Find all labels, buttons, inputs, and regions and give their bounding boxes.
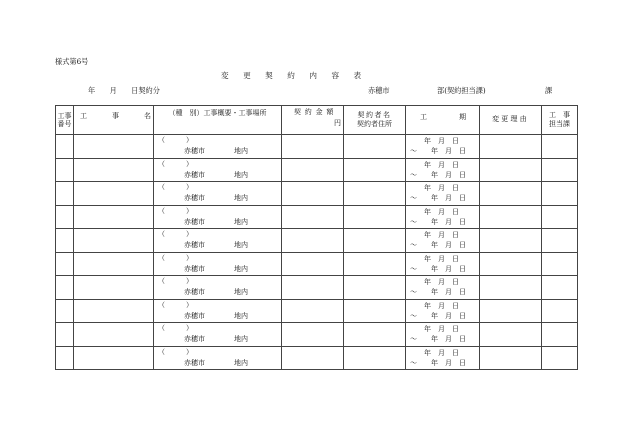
period-start: 年 月 日 xyxy=(424,301,459,310)
location-city: 赤穂市 xyxy=(184,288,205,296)
cell-period[interactable] xyxy=(406,158,480,182)
cell-name[interactable] xyxy=(74,158,154,182)
col-header-period-char1: 工 xyxy=(420,113,427,121)
period-start: 年 月 日 xyxy=(424,160,459,169)
cell-contractor[interactable] xyxy=(344,323,406,347)
cell-kind-location[interactable] xyxy=(154,182,282,206)
period-end: ～ 年 月 日 xyxy=(410,170,466,179)
cell-number[interactable] xyxy=(56,182,74,206)
form-number: 様式第6号 xyxy=(55,57,89,66)
col-header-staff-line1: 工 事 xyxy=(549,110,570,119)
period-start: 年 月 日 xyxy=(424,184,459,192)
location-city: 赤穂市 xyxy=(184,264,205,273)
kind-paren: （ ） xyxy=(158,136,193,144)
table-row xyxy=(56,229,578,253)
cell-kind-location[interactable] xyxy=(154,205,282,229)
cell-number[interactable] xyxy=(56,276,74,300)
cell-contractor[interactable] xyxy=(344,299,406,323)
period-end: ～ 年 月 日 xyxy=(410,264,466,273)
col-header-period xyxy=(406,106,480,135)
cell-amount[interactable] xyxy=(282,252,344,276)
table-row xyxy=(56,346,578,370)
table-row xyxy=(56,299,578,323)
cell-kind-location[interactable] xyxy=(154,276,282,300)
period-start: 年 月 日 xyxy=(424,278,459,286)
col-header-name xyxy=(74,106,154,135)
col-header-contractor-address: 契約者住所 xyxy=(357,120,392,128)
cell-name[interactable] xyxy=(74,135,154,159)
cell-amount[interactable] xyxy=(282,299,344,323)
cell-contractor[interactable] xyxy=(344,135,406,159)
kind-paren: （ ） xyxy=(158,300,193,309)
cell-name[interactable] xyxy=(74,205,154,229)
cell-amount[interactable] xyxy=(282,229,344,253)
cell-period[interactable] xyxy=(406,229,480,253)
kind-paren: （ ） xyxy=(158,183,193,191)
col-header-contractor xyxy=(344,106,406,135)
location-area: 地内 xyxy=(234,358,248,367)
cell-name[interactable] xyxy=(74,252,154,276)
location-area: 地内 xyxy=(234,264,248,273)
cell-staff[interactable] xyxy=(542,182,578,206)
cell-number[interactable] xyxy=(56,158,74,182)
location-area: 地内 xyxy=(234,194,248,202)
cell-kind-location[interactable] xyxy=(154,252,282,276)
period-start: 年 月 日 xyxy=(424,325,459,333)
kind-paren: （ ） xyxy=(158,277,193,285)
location-area: 地内 xyxy=(234,217,248,226)
cell-contractor[interactable] xyxy=(344,346,406,370)
kind-paren: （ ） xyxy=(158,159,193,168)
cell-kind-location[interactable] xyxy=(154,135,282,159)
section-label: 課 xyxy=(545,86,553,95)
cell-reason[interactable] xyxy=(480,205,542,229)
cell-period[interactable] xyxy=(406,205,480,229)
col-header-name-char1: 工 xyxy=(80,112,87,120)
cell-contractor[interactable] xyxy=(344,182,406,206)
cell-reason[interactable] xyxy=(480,135,542,159)
cell-name[interactable] xyxy=(74,323,154,347)
cell-period[interactable] xyxy=(406,182,480,206)
period-end: ～ 年 月 日 xyxy=(410,147,466,155)
location-city: 赤穂市 xyxy=(184,358,205,367)
department-label: 部(契約担当課) xyxy=(437,86,486,95)
cell-staff[interactable] xyxy=(542,135,578,159)
change-contract-table xyxy=(55,105,578,370)
cell-amount[interactable] xyxy=(282,346,344,370)
kind-paren: （ ） xyxy=(158,253,193,262)
location-city: 赤穂市 xyxy=(184,241,205,249)
cell-reason[interactable] xyxy=(480,252,542,276)
table-row xyxy=(56,182,578,206)
location-area: 地内 xyxy=(234,335,248,343)
period-start: 年 月 日 xyxy=(424,231,459,239)
cell-contractor[interactable] xyxy=(344,229,406,253)
cell-amount[interactable] xyxy=(282,182,344,206)
col-header-name-char3: 名 xyxy=(144,112,151,120)
cell-period[interactable] xyxy=(406,135,480,159)
cell-name[interactable] xyxy=(74,229,154,253)
cell-period[interactable] xyxy=(406,346,480,370)
cell-name[interactable] xyxy=(74,299,154,323)
cell-staff[interactable] xyxy=(542,252,578,276)
cell-contractor[interactable] xyxy=(344,276,406,300)
col-header-number-line2: 番号 xyxy=(57,120,72,128)
cell-contractor[interactable] xyxy=(344,158,406,182)
cell-reason[interactable] xyxy=(480,346,542,370)
cell-reason[interactable] xyxy=(480,323,542,347)
col-header-number-line1: 工事 xyxy=(57,111,72,120)
table-row xyxy=(56,323,578,347)
cell-period[interactable] xyxy=(406,323,480,347)
period-end: ～ 年 月 日 xyxy=(410,288,466,296)
col-header-staff xyxy=(542,106,578,135)
cell-amount[interactable] xyxy=(282,323,344,347)
cell-kind-location[interactable] xyxy=(154,229,282,253)
cell-staff[interactable] xyxy=(542,158,578,182)
cell-name[interactable] xyxy=(74,182,154,206)
location-area: 地内 xyxy=(234,288,248,296)
table-row xyxy=(56,135,578,159)
cell-kind-location[interactable] xyxy=(154,158,282,182)
cell-staff[interactable] xyxy=(542,346,578,370)
location-area: 地内 xyxy=(234,311,248,320)
document-title: 変更契約内容表 xyxy=(221,71,376,80)
kind-paren: （ ） xyxy=(158,206,193,215)
cell-reason[interactable] xyxy=(480,299,542,323)
cell-kind-location[interactable] xyxy=(154,346,282,370)
kind-paren: （ ） xyxy=(158,347,193,356)
location-city: 赤穂市 xyxy=(184,147,205,155)
cell-staff[interactable] xyxy=(542,323,578,347)
cell-number[interactable] xyxy=(56,299,74,323)
cell-number[interactable] xyxy=(56,135,74,159)
col-header-period-char2: 期 xyxy=(459,113,466,121)
location-city: 赤穂市 xyxy=(184,194,205,202)
table-row xyxy=(56,276,578,300)
cell-number[interactable] xyxy=(56,205,74,229)
col-header-amount-label: 契約金額 xyxy=(294,108,338,116)
table-row xyxy=(56,252,578,276)
cell-contractor[interactable] xyxy=(344,205,406,229)
cell-reason[interactable] xyxy=(480,229,542,253)
table-header-row xyxy=(56,106,578,135)
location-area: 地内 xyxy=(234,241,248,249)
col-header-amount xyxy=(282,106,344,135)
cell-name[interactable] xyxy=(74,346,154,370)
cell-kind-location[interactable] xyxy=(154,299,282,323)
cell-reason[interactable] xyxy=(480,158,542,182)
period-end: ～ 年 月 日 xyxy=(410,311,466,320)
cell-number[interactable] xyxy=(56,252,74,276)
location-city: 赤穂市 xyxy=(184,170,205,179)
cell-kind-location[interactable] xyxy=(154,323,282,347)
cell-number[interactable] xyxy=(56,346,74,370)
table-row xyxy=(56,205,578,229)
cell-staff[interactable] xyxy=(542,205,578,229)
period-end: ～ 年 月 日 xyxy=(410,358,466,367)
kind-paren: （ ） xyxy=(158,324,193,332)
period-end: ～ 年 月 日 xyxy=(410,335,466,343)
cell-reason[interactable] xyxy=(480,276,542,300)
cell-amount[interactable] xyxy=(282,135,344,159)
col-header-amount-unit: 円 xyxy=(334,119,341,127)
cell-number[interactable] xyxy=(56,229,74,253)
table-row xyxy=(56,158,578,182)
cell-amount[interactable] xyxy=(282,276,344,300)
location-area: 地内 xyxy=(234,147,248,155)
col-header-staff-line2: 担当課 xyxy=(549,120,570,128)
col-header-kind-location: （種 別）工事概要・工事場所 xyxy=(154,106,282,135)
location-city: 赤穂市 xyxy=(184,311,205,320)
contract-date-label: 年 月 日契約分 xyxy=(88,86,160,95)
cell-contractor[interactable] xyxy=(344,252,406,276)
location-area: 地内 xyxy=(234,170,248,179)
cell-name[interactable] xyxy=(74,276,154,300)
col-header-number xyxy=(56,106,74,135)
cell-period[interactable] xyxy=(406,276,480,300)
period-start: 年 月 日 xyxy=(424,348,459,357)
col-header-contractor-name: 契約者名 xyxy=(357,110,392,119)
period-end: ～ 年 月 日 xyxy=(410,217,466,226)
period-start: 年 月 日 xyxy=(424,254,459,263)
period-end: ～ 年 月 日 xyxy=(410,241,466,249)
cell-staff[interactable] xyxy=(542,229,578,253)
cell-amount[interactable] xyxy=(282,158,344,182)
period-start: 年 月 日 xyxy=(424,207,459,216)
location-city: 赤穂市 xyxy=(184,335,205,343)
kind-paren: （ ） xyxy=(158,230,193,238)
cell-amount[interactable] xyxy=(282,205,344,229)
cell-period[interactable] xyxy=(406,299,480,323)
location-city: 赤穂市 xyxy=(184,217,205,226)
period-start: 年 月 日 xyxy=(424,137,459,145)
cell-staff[interactable] xyxy=(542,276,578,300)
city-name: 赤穂市 xyxy=(368,86,390,95)
cell-period[interactable] xyxy=(406,252,480,276)
cell-staff[interactable] xyxy=(542,299,578,323)
period-end: ～ 年 月 日 xyxy=(410,194,466,202)
cell-reason[interactable] xyxy=(480,182,542,206)
col-header-reason: 変更理由 xyxy=(480,106,542,135)
col-header-name-char2: 事 xyxy=(112,112,119,120)
cell-number[interactable] xyxy=(56,323,74,347)
